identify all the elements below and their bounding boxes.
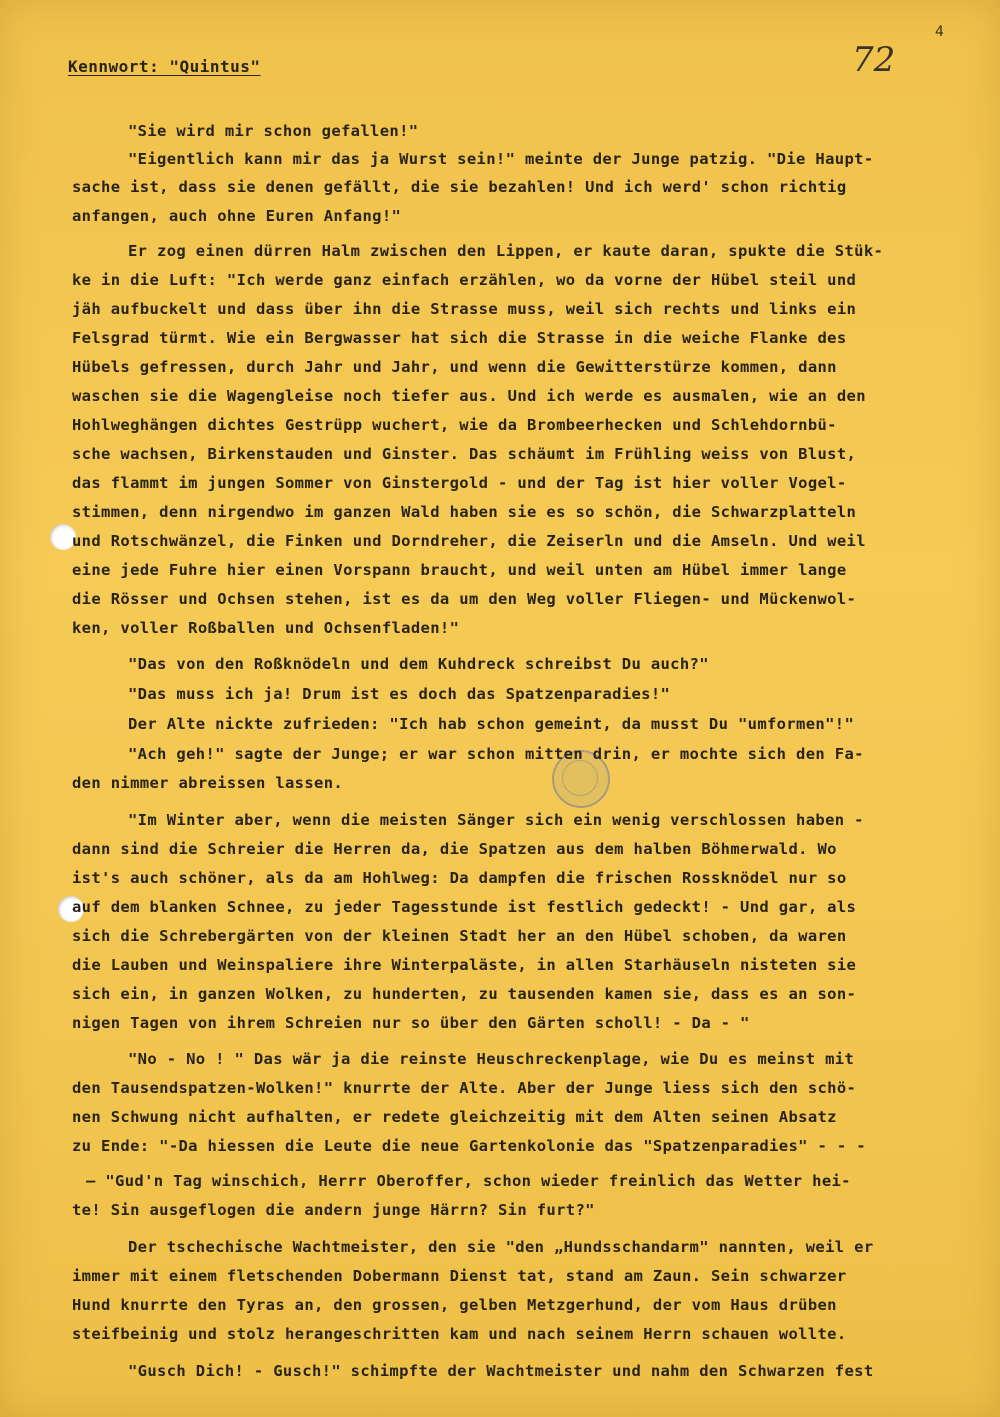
text-line: zu Ende: "-Da hiessen die Leute die neue Gartenkolonie das "Spatzenparadies" - - - — [72, 1137, 866, 1155]
text-line: "Gusch Dich! - Gusch!" schimpfte der Wachtmeister und nahm den Schwarzen fest — [128, 1362, 874, 1380]
text-line: eine jede Fuhre hier einen Vorspann braucht, und weil unten am Hübel immer lange — [72, 561, 847, 579]
text-line: nigen Tagen von ihrem Schreien nur so über den Gärten scholl! - Da - " — [72, 1014, 750, 1032]
text-line: dann sind die Schreier die Herren da, die Spatzen aus dem halben Böhmerwald. Wo — [72, 840, 837, 858]
text-line: anfangen, auch ohne Euren Anfang!" — [72, 207, 402, 225]
text-line: auf dem blanken Schnee, zu jeder Tagesstunde ist festlich gedeckt! - Und gar, als — [72, 898, 857, 916]
text-line: nen Schwung nicht aufhalten, er redete gleichzeitig mit dem Alten seinen Absatz — [72, 1108, 837, 1126]
text-line: steifbeinig und stolz herangeschritten kam und nach seinem Herrn schauen wollte. — [72, 1325, 847, 1343]
text-line: te! Sin ausgeflogen die andern junge Härrn? Sin furt?" — [72, 1201, 595, 1219]
text-line: die Lauben und Weinspaliere ihre Winterpaläste, in allen Starhäuseln nisteten sie — [72, 956, 857, 974]
text-line: jäh aufbuckelt und dass über ihn die Strasse muss, weil sich rechts und links ein — [72, 300, 857, 318]
text-line: "Sie wird mir schon gefallen!" — [128, 122, 419, 140]
text-line: "Das von den Roßknödeln und dem Kuhdreck schreibst Du auch?" — [128, 655, 709, 673]
text-line: Er zog einen dürren Halm zwischen den Lippen, er kaute daran, spukte die Stük- — [128, 242, 884, 260]
text-line: immer mit einem fletschenden Dobermann Dienst tat, stand am Zaun. Sein schwarzer — [72, 1267, 847, 1285]
text-line: die Rösser und Ochsen stehen, ist es da um den Weg voller Fliegen- und Mückenwol- — [72, 590, 857, 608]
text-line: "No - No ! " Das wär ja die reinste Heuschreckenplage, wie Du es meinst mit — [128, 1050, 855, 1068]
text-line: sich die Schrebergärten von der kleinen Stadt her an den Hübel schoben, da waren — [72, 927, 847, 945]
text-line: "Eigentlich kann mir das ja Wurst sein!" meinte der Junge patzig. "Die Haupt- — [128, 150, 874, 168]
text-line: Hohlweghängen dichtes Gestrüpp wuchert, wie da Brombeerhecken und Schlehdornbü- — [72, 416, 837, 434]
text-line: und Rotschwänzel, die Finken und Dorndreher, die Zeiserln und die Amseln. Und weil — [72, 532, 866, 550]
text-line: Felsgrad türmt. Wie ein Bergwasser hat sich die Strasse in die weiche Flanke des — [72, 329, 847, 347]
text-line: das flammt im jungen Sommer von Ginstergold - und der Tag ist hier voller Vogel- — [72, 474, 847, 492]
text-line: ist's auch schöner, als da am Hohlweg: Da dampfen die frischen Rossknödel nur so — [72, 869, 847, 887]
text-line: "Das muss ich ja! Drum ist es doch das Spatzenparadies!" — [128, 685, 671, 703]
text-line: Der Alte nickte zufrieden: "Ich hab schon gemeint, da musst Du "umformen"!" — [128, 715, 855, 733]
text-line: sche wachsen, Birkenstauden und Ginster. Das schäumt im Frühling weiss von Blust, — [72, 445, 857, 463]
kennwort-header: Kennwort: "Quintus" — [68, 57, 261, 76]
text-line: ke in die Luft: "Ich werde ganz einfach erzählen, wo da vorne der Hübel steil und — [72, 271, 857, 289]
handwritten-page-number: 72 — [852, 40, 896, 80]
text-line: ken, voller Roßballen und Ochsenfladen!" — [72, 619, 460, 637]
sheet-number: 4 — [935, 24, 944, 40]
text-line: den Tausendspatzen-Wolken!" knurrte der Alte. Aber der Junge liess sich den schö- — [72, 1079, 857, 1097]
text-line: "Im Winter aber, wenn die meisten Sänger sich ein wenig verschlossen haben - — [128, 811, 864, 829]
text-line: Hübels gefressen, durch Jahr und Jahr, und wenn die Gewitterstürze kommen, dann — [72, 358, 837, 376]
text-line: — "Gud'n Tag winschich, Herrr Oberoffer, schon wieder freinlich das Wetter hei- — [86, 1172, 851, 1190]
text-line: "Ach geh!" sagte der Junge; er war schon mitten drin, er mochte sich den Fa- — [128, 745, 864, 763]
text-line: sich ein, in ganzen Wolken, zu hunderten, zu tausenden kamen sie, dass es an son- — [72, 985, 857, 1003]
text-line: stimmen, denn nirgendwo im ganzen Wald haben sie es so schön, die Schwarzplatteln — [72, 503, 857, 521]
text-line: sache ist, dass sie denen gefällt, die sie bezahlen! Und ich werd' schon richtig — [72, 178, 847, 196]
text-line: den nimmer abreissen lassen. — [72, 774, 344, 792]
text-line: waschen sie die Wagengleise noch tiefer aus. Und ich werde es ausmalen, wie an den — [72, 387, 866, 405]
text-line: Hund knurrte den Tyras an, den grossen, gelben Metzgerhund, der vom Haus drüben — [72, 1296, 837, 1314]
text-line: Der tschechische Wachtmeister, den sie "den „Hundsschandarm" nannten, weil er — [128, 1238, 874, 1256]
